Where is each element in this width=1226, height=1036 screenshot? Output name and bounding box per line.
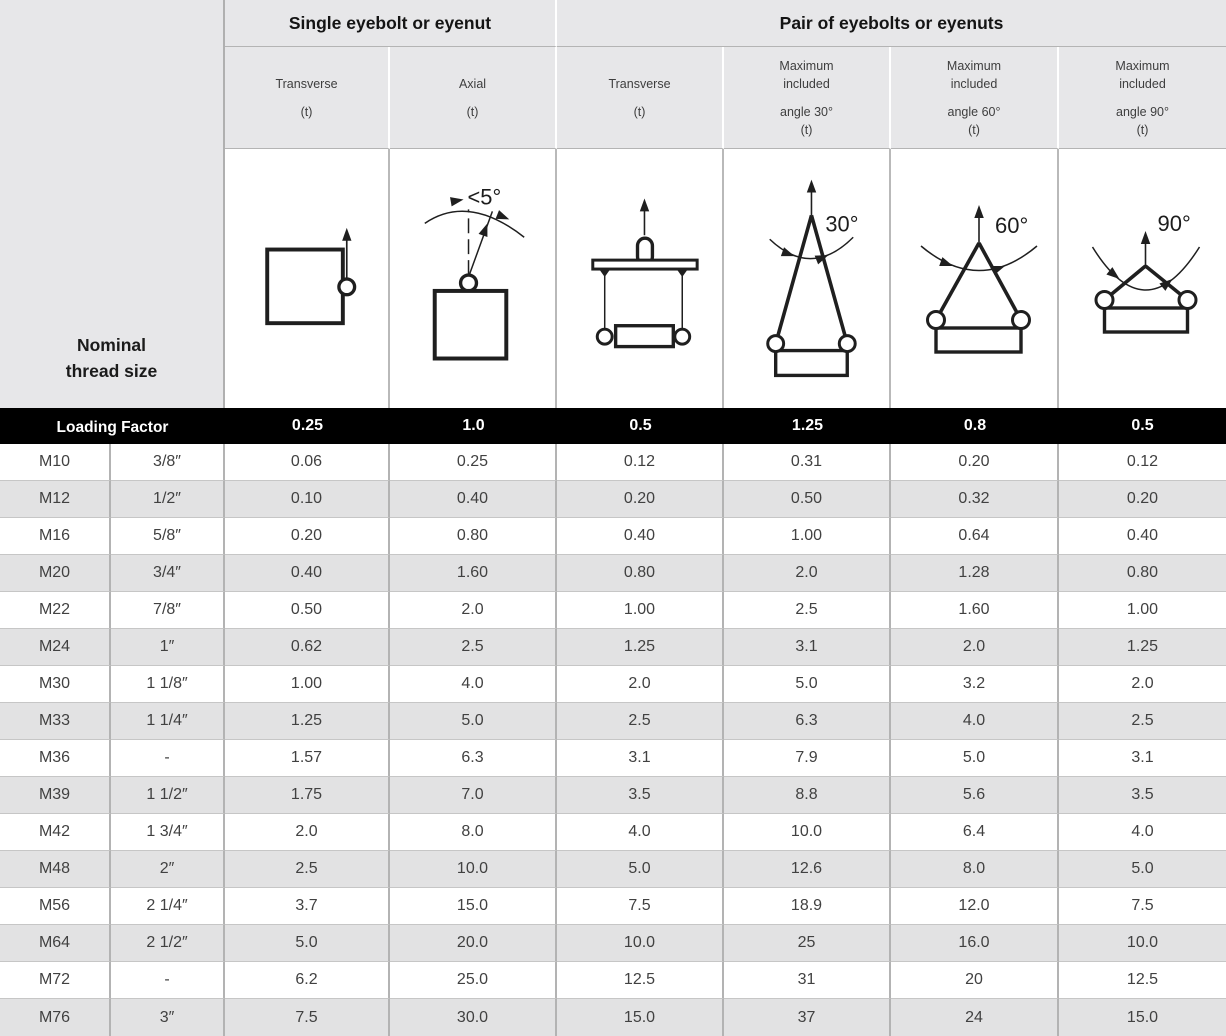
cell-imperial-size: 1 1/8″ (111, 666, 225, 703)
cell-metric-size: M16 (0, 518, 111, 555)
cell-pair-transverse: 0.40 (557, 518, 724, 555)
cell-metric-size: M72 (0, 962, 111, 999)
cell-pair-transverse: 4.0 (557, 814, 724, 851)
nominal-thread-size-label (66, 333, 157, 384)
cell-pair-transverse: 5.0 (557, 851, 724, 888)
cell-single-transverse: 5.0 (225, 925, 390, 962)
cell-single-transverse: 1.00 (225, 666, 390, 703)
cell-pair-angle-30: 25 (724, 925, 891, 962)
diagram-cell-single-transverse (225, 149, 390, 408)
cell-pair-angle-60: 2.0 (891, 629, 1059, 666)
column-header-pair-transverse: Transverse (t) (557, 47, 724, 149)
cell-pair-angle-90: 0.20 (1059, 481, 1226, 518)
pair-transverse-icon (557, 149, 722, 408)
cell-single-transverse: 0.62 (225, 629, 390, 666)
cell-metric-size: M64 (0, 925, 111, 962)
cell-single-axial: 0.80 (390, 518, 557, 555)
cell-pair-angle-90: 0.80 (1059, 555, 1226, 592)
loading-factor-value: 0.8 (891, 408, 1059, 444)
cell-metric-size: M48 (0, 851, 111, 888)
loading-factor-value: 0.25 (225, 408, 390, 444)
cell-pair-angle-90: 0.12 (1059, 444, 1226, 481)
cell-pair-angle-60: 24 (891, 999, 1059, 1036)
cell-pair-transverse: 3.5 (557, 777, 724, 814)
cell-imperial-size: 7/8″ (111, 592, 225, 629)
cell-pair-transverse: 3.1 (557, 740, 724, 777)
cell-pair-angle-30: 1.00 (724, 518, 891, 555)
cell-imperial-size: 3/4″ (111, 555, 225, 592)
loading-factor-label: Loading Factor (0, 408, 225, 444)
cell-imperial-size: 1 1/2″ (111, 777, 225, 814)
cell-pair-angle-60: 1.60 (891, 592, 1059, 629)
svg-text:<5°: <5° (467, 184, 502, 210)
cell-pair-angle-90: 7.5 (1059, 888, 1226, 925)
cell-pair-angle-60: 16.0 (891, 925, 1059, 962)
cell-single-transverse: 1.57 (225, 740, 390, 777)
cell-pair-angle-30: 3.1 (724, 629, 891, 666)
cell-pair-angle-30: 0.50 (724, 481, 891, 518)
cell-pair-angle-60: 20 (891, 962, 1059, 999)
cell-pair-transverse: 1.00 (557, 592, 724, 629)
cell-pair-angle-90: 12.5 (1059, 962, 1226, 999)
cell-pair-angle-60: 1.28 (891, 555, 1059, 592)
cell-imperial-size: 2″ (111, 851, 225, 888)
cell-single-axial: 6.3 (390, 740, 557, 777)
cell-single-axial: 2.5 (390, 629, 557, 666)
pair-angle-90-icon (1059, 149, 1226, 408)
cell-imperial-size: 1 3/4″ (111, 814, 225, 851)
cell-pair-angle-30: 18.9 (724, 888, 891, 925)
cell-pair-angle-60: 0.32 (891, 481, 1059, 518)
cell-single-axial: 0.40 (390, 481, 557, 518)
cell-pair-angle-90: 3.1 (1059, 740, 1226, 777)
cell-pair-angle-60: 4.0 (891, 703, 1059, 740)
cell-pair-angle-30: 37 (724, 999, 891, 1036)
cell-pair-angle-30: 5.0 (724, 666, 891, 703)
cell-pair-transverse: 10.0 (557, 925, 724, 962)
cell-imperial-size: 1″ (111, 629, 225, 666)
cell-pair-angle-30: 2.5 (724, 592, 891, 629)
diagram-cell-pair-transverse (557, 149, 724, 408)
loading-factor-value: 0.5 (557, 408, 724, 444)
cell-metric-size: M24 (0, 629, 111, 666)
cell-imperial-size: 1 1/4″ (111, 703, 225, 740)
cell-single-transverse: 0.50 (225, 592, 390, 629)
cell-pair-angle-90: 1.25 (1059, 629, 1226, 666)
cell-single-axial: 25.0 (390, 962, 557, 999)
cell-pair-transverse: 0.80 (557, 555, 724, 592)
cell-single-transverse: 0.20 (225, 518, 390, 555)
cell-pair-angle-30: 12.6 (724, 851, 891, 888)
cell-metric-size: M30 (0, 666, 111, 703)
loading-factor-value: 1.0 (390, 408, 557, 444)
cell-single-axial: 2.0 (390, 592, 557, 629)
cell-pair-angle-60: 8.0 (891, 851, 1059, 888)
cell-pair-transverse: 0.20 (557, 481, 724, 518)
cell-pair-angle-60: 12.0 (891, 888, 1059, 925)
cell-metric-size: M56 (0, 888, 111, 925)
cell-pair-transverse: 12.5 (557, 962, 724, 999)
cell-pair-angle-30: 2.0 (724, 555, 891, 592)
cell-single-transverse: 2.0 (225, 814, 390, 851)
cell-metric-size: M39 (0, 777, 111, 814)
cell-pair-angle-30: 6.3 (724, 703, 891, 740)
cell-imperial-size: - (111, 962, 225, 999)
cell-metric-size: M36 (0, 740, 111, 777)
column-header-single-axial: Axial (t) (390, 47, 557, 149)
pair-angle-60-icon (891, 149, 1057, 408)
cell-imperial-size: 2 1/4″ (111, 888, 225, 925)
cell-metric-size: M76 (0, 999, 111, 1036)
cell-metric-size: M22 (0, 592, 111, 629)
cell-single-axial: 10.0 (390, 851, 557, 888)
cell-single-axial: 5.0 (390, 703, 557, 740)
cell-pair-angle-60: 5.6 (891, 777, 1059, 814)
cell-imperial-size: 1/2″ (111, 481, 225, 518)
cell-imperial-size: 3/8″ (111, 444, 225, 481)
column-header-pair-angle-60: Maximum included angle 60° (t) (891, 47, 1059, 149)
diagram-cell-pair-angle-90 (1059, 149, 1226, 408)
cell-pair-angle-30: 7.9 (724, 740, 891, 777)
cell-pair-angle-90: 2.0 (1059, 666, 1226, 703)
cell-pair-angle-60: 5.0 (891, 740, 1059, 777)
cell-single-axial: 20.0 (390, 925, 557, 962)
cell-pair-transverse: 2.0 (557, 666, 724, 703)
single-transverse-icon (225, 149, 388, 408)
pair-angle-30-icon (724, 149, 889, 408)
diagram-cell-single-axial (390, 149, 557, 408)
nominal-thread-size-header-cell (0, 0, 225, 408)
nominal-label-line1: Nominal (76, 335, 147, 356)
cell-single-transverse: 0.06 (225, 444, 390, 481)
cell-pair-angle-30: 8.8 (724, 777, 891, 814)
cell-pair-angle-90: 10.0 (1059, 925, 1226, 962)
cell-pair-angle-60: 3.2 (891, 666, 1059, 703)
group-header-pair-eyebolts: Pair of eyebolts or eyenuts (557, 0, 1226, 47)
cell-pair-transverse: 7.5 (557, 888, 724, 925)
cell-single-transverse: 3.7 (225, 888, 390, 925)
cell-pair-angle-30: 10.0 (724, 814, 891, 851)
cell-pair-transverse: 15.0 (557, 999, 724, 1036)
loading-factor-value: 0.5 (1059, 408, 1226, 444)
cell-pair-angle-60: 0.20 (891, 444, 1059, 481)
svg-text:30°: 30° (825, 211, 859, 237)
cell-pair-transverse: 2.5 (557, 703, 724, 740)
cell-pair-angle-60: 6.4 (891, 814, 1059, 851)
cell-single-transverse: 7.5 (225, 999, 390, 1036)
cell-single-transverse: 1.75 (225, 777, 390, 814)
cell-pair-angle-90: 2.5 (1059, 703, 1226, 740)
cell-single-axial: 7.0 (390, 777, 557, 814)
cell-single-axial: 4.0 (390, 666, 557, 703)
cell-pair-transverse: 0.12 (557, 444, 724, 481)
loading-factor-value: 1.25 (724, 408, 891, 444)
cell-imperial-size: 5/8″ (111, 518, 225, 555)
cell-metric-size: M33 (0, 703, 111, 740)
cell-pair-angle-30: 0.31 (724, 444, 891, 481)
cell-metric-size: M12 (0, 481, 111, 518)
cell-pair-angle-90: 15.0 (1059, 999, 1226, 1036)
single-axial-icon (390, 149, 555, 408)
group-header-single-eyebolt: Single eyebolt or eyenut (225, 0, 557, 47)
cell-pair-angle-30: 31 (724, 962, 891, 999)
cell-pair-angle-90: 1.00 (1059, 592, 1226, 629)
cell-pair-transverse: 1.25 (557, 629, 724, 666)
cell-single-transverse: 6.2 (225, 962, 390, 999)
cell-pair-angle-90: 4.0 (1059, 814, 1226, 851)
cell-single-axial: 30.0 (390, 999, 557, 1036)
cell-imperial-size: - (111, 740, 225, 777)
cell-single-transverse: 0.10 (225, 481, 390, 518)
svg-text:60°: 60° (995, 213, 1029, 238)
cell-imperial-size: 3″ (111, 999, 225, 1036)
cell-single-transverse: 2.5 (225, 851, 390, 888)
cell-single-axial: 1.60 (390, 555, 557, 592)
column-header-single-transverse: Transverse (t) (225, 47, 390, 149)
cell-metric-size: M20 (0, 555, 111, 592)
column-header-pair-angle-30: Maximum included angle 30° (t) (724, 47, 891, 149)
cell-imperial-size: 2 1/2″ (111, 925, 225, 962)
column-header-pair-angle-90: Maximum included angle 90° (t) (1059, 47, 1226, 149)
nominal-label-line2: thread size (65, 360, 158, 381)
svg-text:90°: 90° (1157, 211, 1191, 236)
cell-single-axial: 15.0 (390, 888, 557, 925)
cell-metric-size: M42 (0, 814, 111, 851)
cell-single-transverse: 0.40 (225, 555, 390, 592)
cell-pair-angle-90: 5.0 (1059, 851, 1226, 888)
cell-single-transverse: 1.25 (225, 703, 390, 740)
cell-pair-angle-90: 0.40 (1059, 518, 1226, 555)
cell-pair-angle-60: 0.64 (891, 518, 1059, 555)
cell-single-axial: 0.25 (390, 444, 557, 481)
diagram-cell-pair-angle-60 (891, 149, 1059, 408)
cell-pair-angle-90: 3.5 (1059, 777, 1226, 814)
diagram-cell-pair-angle-30 (724, 149, 891, 408)
cell-metric-size: M10 (0, 444, 111, 481)
cell-single-axial: 8.0 (390, 814, 557, 851)
